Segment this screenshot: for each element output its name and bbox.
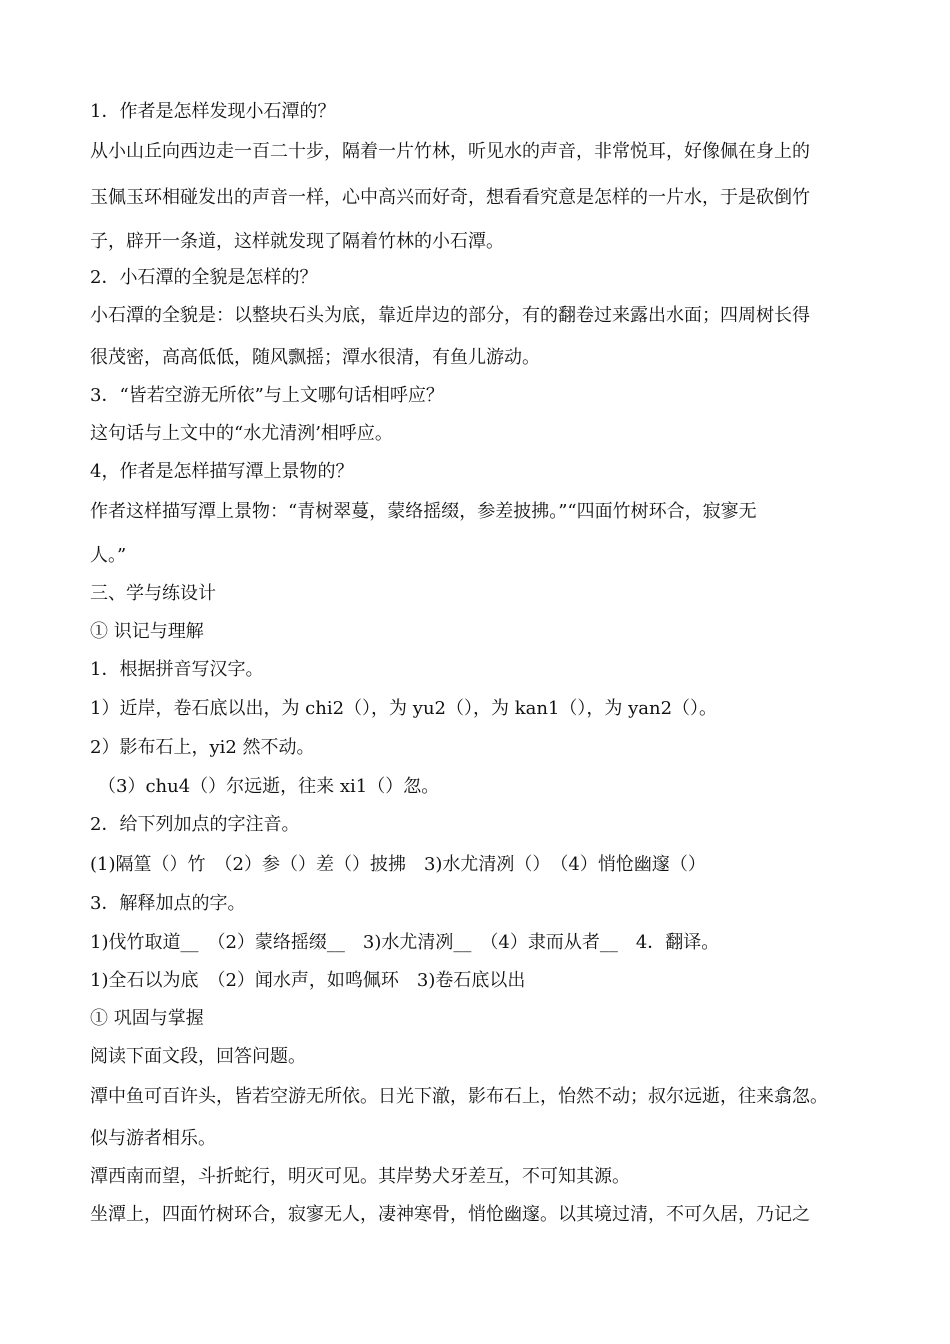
exercise-2-heading: 2．给下列加点的字注音。 [90, 814, 300, 835]
exercise-3-heading: 3．解释加点的字。 [90, 893, 246, 914]
answer-2-line-1: 小石潭的全貌是：以整块石头为底，靠近岸边的部分，有的翻卷过来露出水面；四周树长得 [90, 305, 810, 326]
answer-1-line-2: 玉佩玉环相碰发出的声音一样，心中高兴而好奇，想看看究意是怎样的一片水，于是砍倒竹 [90, 187, 810, 208]
subsection-consolidate: ① 巩固与掌握 [90, 1008, 204, 1029]
exercise-1-item-1: 1）近岸，卷石底以出，为 chi2（），为 yu2（），为 kan1（），为 yan2（）。 [90, 698, 718, 719]
answer-1-line-3: 子，辟开一条道，这样就发现了隔着竹林的小石潭。 [90, 231, 504, 252]
question-4: 4，作者是怎样描写潭上景物的？ [90, 461, 354, 482]
passage-line-1: 潭中鱼可百许头，皆若空游无所依。日光下澈，影布石上，怡然不动；叔尔远逝，往来翕忽。 [90, 1086, 828, 1107]
exercise-4-items: 1)全石以为底 （2）闻水声，如鸣佩环 3)卷石底以出 [90, 970, 526, 991]
reading-instruction: 阅读下面文段，回答问题。 [90, 1046, 306, 1067]
exercise-1-heading: 1．根据拼音写汉字。 [90, 659, 264, 680]
question-2: 2．小石潭的全貌是怎样的？ [90, 267, 318, 288]
subsection-memorize: ① 识记与理解 [90, 621, 204, 642]
exercise-1-item-2: 2）影布石上，yi2 然不动。 [90, 737, 315, 758]
answer-1-line-1: 从小山丘向西边走一百二十步，隔着一片竹林，听见水的声音，非常悦耳，好像佩在身上的 [90, 141, 810, 162]
answer-3: 这句话与上文中的“水尤清洌’相呼应。 [90, 423, 393, 444]
exercise-2-items: (1)隔篁（）竹 （2）参（）差（）披拂 3)水尤清冽（） （4）悄怆幽邃（） [90, 854, 706, 875]
exercise-1-item-3: （3）chu4（）尔远逝，往来 xi1（）忽。 [98, 776, 440, 797]
passage-line-2: 似与游者相乐。 [90, 1128, 216, 1149]
answer-4-line-1: 作者这样描写潭上景物：“青树翠蔓，蒙络摇缀，参差披拂。”“四面竹树环合，寂寥无 [90, 501, 757, 522]
question-3: 3．“皆若空游无所依”与上文哪句话相呼应？ [90, 385, 444, 406]
exercise-3-items: 1)伐竹取道__ （2）蒙络摇缀__ 3)水尤清冽__ （4）隶而从者__ 4．翻译。 [90, 932, 720, 953]
section-heading-3: 三、学与练设计 [90, 583, 216, 604]
answer-2-line-2: 很茂密，高高低低，随风飘摇；潭水很清，有鱼儿游动。 [90, 347, 540, 368]
passage-line-3: 潭西南而望，斗折蛇行，明灭可见。其岸势犬牙差互，不可知其源。 [90, 1166, 630, 1187]
answer-4-line-2: 人。” [90, 545, 127, 566]
passage-line-4: 坐潭上，四面竹树环合，寂寥无人，凄神寒骨，悄怆幽邃。以其境过清，不可久居，乃记之 [90, 1204, 810, 1225]
question-1: 1．作者是怎样发现小石潭的？ [90, 101, 336, 122]
